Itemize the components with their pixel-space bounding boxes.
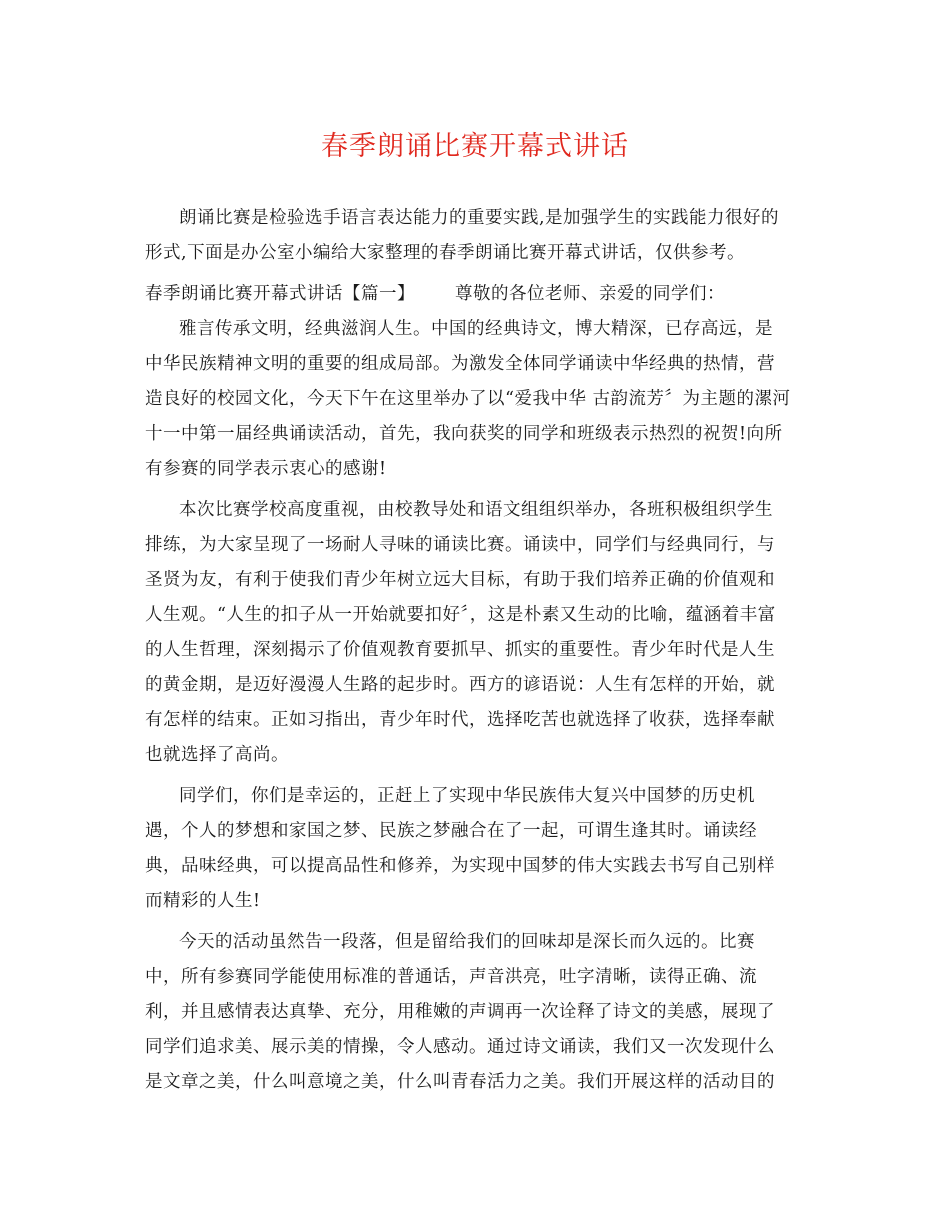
text-line: 形式,下面是办公室小编给大家整理的春季朗诵比赛开幕式讲话，仅供参考。 xyxy=(145,243,746,263)
text-line: 遇，个人的梦想和家国之梦、民族之梦融合在了一起，可谓生逢其时。诵读经 xyxy=(145,821,757,841)
text-line: 中华民族精神文明的重要的组成局部。为激发全体同学诵读中华经典的热情，营 xyxy=(145,354,775,374)
salutation: 尊敬的各位老师、亲爱的同学们： xyxy=(455,284,725,304)
text-line: 圣贤为友，有利于使我们青少年树立远大目标，有助于我们培养正确的价值观和 xyxy=(145,570,775,590)
text-line: 的人生哲理，深刻揭示了价值观教育要抓早、抓实的重要性。青少年时代是人生 xyxy=(145,640,775,660)
text-line: 中，所有参赛同学能使用标准的普通话，声音洪亮，吐字清晰，读得正确、流 xyxy=(145,967,757,987)
section-heading-line xyxy=(145,279,725,309)
text-line: 利，并且感情表达真挚、充分，用稚嫩的声调再一次诠释了诗文的美感，展现了 xyxy=(145,1002,775,1022)
text-line: 而精彩的人生! xyxy=(145,891,261,911)
text-line: 朗诵比赛是检验选手语言表达能力的重要实践,是加强学生的实践能力很好的 xyxy=(179,208,780,228)
text-line: 也就选择了高尚。 xyxy=(145,745,289,765)
text-line: 造良好的校园文化，今天下午在这里举办了以“爱我中华 古韵流芳〞为主题的漯河 xyxy=(145,389,791,409)
section-heading: 春季朗诵比赛开幕式讲话【篇一】 xyxy=(145,284,415,304)
text-line: 排练，为大家呈现了一场耐人寻味的诵读比赛。诵读中，同学们与经典同行，与 xyxy=(145,535,775,555)
text-line: 同学们，你们是幸运的，正赶上了实现中华民族伟大复兴中国梦的历史机 xyxy=(179,786,755,806)
text-line: 有参赛的同学表示衷心的感谢! xyxy=(145,459,387,479)
page-title: 春季朗诵比赛开幕式讲话 xyxy=(321,131,629,162)
text-line: 同学们追求美、展示美的情操，令人感动。通过诗文诵读，我们又一次发现什么 xyxy=(145,1037,775,1057)
text-line: 有怎样的结束。正如习指出，青少年时代，选择吃苦也就选择了收获，选择奉献 xyxy=(145,710,775,730)
text-line: 是文章之美，什么叫意境之美，什么叫青春活力之美。我们开展这样的活动目的 xyxy=(145,1072,775,1092)
text-line: 典，品味经典，可以提高品性和修养，为实现中国梦的伟大实践去书写自己别样 xyxy=(145,856,775,876)
text-line: 的黄金期，是迈好漫漫人生路的起步时。西方的谚语说：人生有怎样的开始，就 xyxy=(145,675,775,695)
text-line: 十一中第一届经典诵读活动，首先，我向获奖的同学和班级表示热烈的祝贺!向所 xyxy=(145,424,783,444)
text-line: 人生观。“人生的扣子从一开始就要扣好〞，这是朴素又生动的比喻，蕴涵着丰富 xyxy=(145,605,776,625)
text-line: 本次比赛学校高度重视，由校教导处和语文组组织举办，各班积极组织学生 xyxy=(179,500,773,520)
text-line: 今天的活动虽然告一段落，但是留给我们的回味却是深长而久远的。比赛 xyxy=(179,932,755,952)
text-line: 雅言传承文明，经典滋润人生。中国的经典诗文，博大精深，已存高远，是 xyxy=(179,319,773,339)
